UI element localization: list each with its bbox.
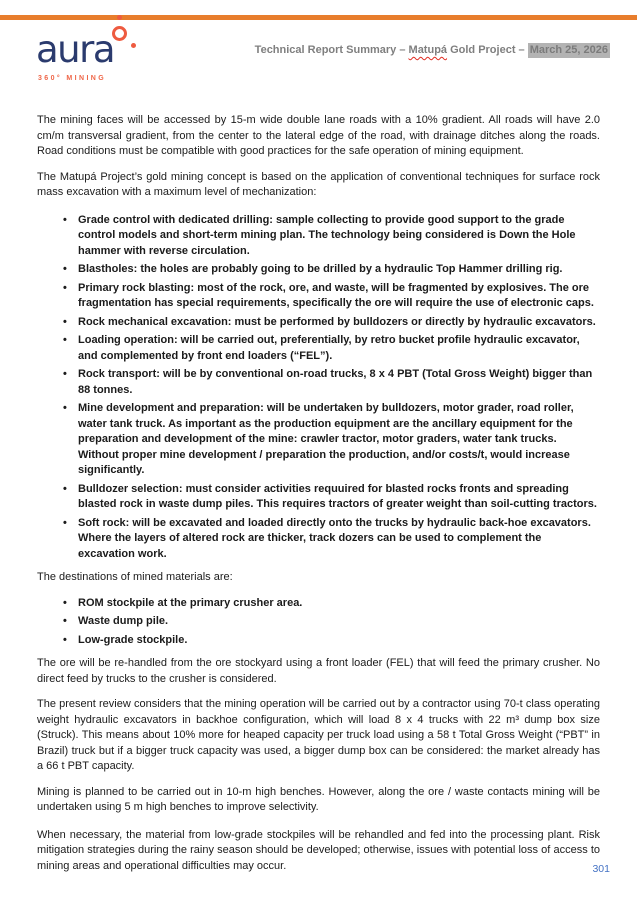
list-item-text: Loading operation: will be carried out, preferentially, by retro bucket profile hydraulic excavator, and complemented by front end loaders (“FEL”). [78, 334, 580, 362]
list-item [37, 633, 600, 649]
list-item-text: Blastholes: the holes are probably going to be drilled by a hydraulic Top Hammer drilling rig. [78, 263, 563, 275]
list-item [37, 482, 600, 513]
title-part-2: Gold Project – [447, 44, 528, 56]
header-document-title [255, 44, 610, 56]
logo-dot-right-icon [131, 43, 136, 48]
list-item-text: Low-grade stockpile. [78, 633, 188, 646]
list-item-text: Waste dump pile. [78, 615, 169, 627]
bullet-marker: • [63, 315, 67, 328]
paragraph-lowgrade-rehandle: When necessary, the material from low-grade stockpiles will be rehandled and fed into the processing plant. Risk mitigation strategies during the rainy season should be developed; otherwise, issues with potential loss of access to mining areas and operational difficulties may occur. [37, 828, 600, 872]
paragraph-ore-rehandle: The ore will be re-handled from the ore stockyard using a front loader (FEL) that will feed the primary crusher. No direct feed by trucks to the crusher is considered. [37, 657, 600, 685]
list-item-text: Grade control with dedicated drilling: sample collecting to provide good support to the grade control models and short-term mining plan. The technology being considered is Down the Hole hammer with reverse circulation. [78, 213, 576, 257]
logo-ring-icon [112, 26, 127, 41]
list-item [37, 596, 600, 612]
bullet-marker: • [63, 334, 67, 346]
list-item-text: Rock transport: will be by conventional on-road trucks, 8 x 4 PBT (Total Gross Weight) bigger than 88 tonnes. [78, 368, 593, 396]
bullet-marker: • [63, 263, 67, 275]
paragraph-destinations-intro: The destinations of mined materials are: [37, 571, 233, 583]
list-item-text: Primary rock blasting: most of the rock, ore, and waste, will be fragmented by explosives. The ore fragmentation has special requirements, specifically the ore will require the use of electronic caps. [78, 281, 594, 309]
list-item-text: Bulldozer selection: must consider activities requuired for blasted rocks fronts and spreading blasted rock in waste dump piles. This requires tractors of greater weight than soil-cutting tractors. [78, 482, 597, 510]
title-project-name: Matupá [408, 44, 448, 56]
paragraph-mining-concept: The Matupá Project’s gold mining concept is based on the application of conventional techniques for surface rock mass excavation with a maximum level of mechanization: [37, 170, 600, 198]
brand-wordmark: aura [36, 28, 115, 71]
list-item-text: ROM stockpile at the primary crusher area. [78, 596, 303, 609]
list-item [37, 333, 600, 364]
paragraph-bench-height: Mining is planned to be carried out in 10-m high benches. However, along the ore / waste contacts mining will be undertaken using 5 m high benches to improve selectivity. [37, 785, 600, 813]
bullet-marker: • [63, 633, 67, 646]
bullet-marker: • [63, 402, 67, 414]
list-item-text: Mine development and preparation: will be undertaken by bulldozers, motor grader, road roller, water tank truck. As important as the production equipment are the ancillary equipment for the preparation and development of the mine: crawler tractor, motor graders, water tank trucks. Without proper mine development / preparation the production, and/or costs/t, would increase significantly. [78, 402, 574, 476]
list-item [37, 281, 600, 312]
list-item [37, 401, 600, 479]
brand-tagline: 360° MINING [38, 75, 107, 82]
page-number: 301 [592, 863, 610, 875]
top-accent-bar [0, 15, 637, 20]
title-date-highlighted: March 25, 2026 [529, 44, 608, 56]
title-part-1: Technical Report Summary – [254, 44, 409, 56]
list-item [37, 367, 600, 398]
list-item [37, 614, 600, 630]
paragraph-present-review: The present review considers that the mining operation will be carried out by a contractor using 70-t class operating weight hydraulic excavators in backhoe configuration, which will load 8 x 4 trucks with 22 m³ dump box size (Struck). This means about 10% more for heaped capacity per truck load using a 58 t Total Gross Weight (“PBT” in Brazil) truck but if a bigger truck capacity was used, a bigger dump box can be considered: the market already has a 66 t PBT capacity. [37, 698, 600, 772]
bullet-marker: • [63, 482, 67, 495]
bullet-marker: • [63, 281, 67, 294]
mechanization-bullet-list [37, 213, 600, 563]
logo-dot-top-icon [117, 15, 122, 20]
bullet-marker: • [63, 368, 67, 380]
bullet-marker: • [63, 516, 67, 529]
destinations-bullet-list [37, 596, 600, 649]
bullet-marker: • [63, 213, 67, 226]
bullet-marker: • [63, 596, 67, 609]
list-item-text: Soft rock: will be excavated and loaded directly onto the trucks by hydraulic back-hoe excavators. Where the layers of altered rock are thicker, track dozers can be used to complement the excavation work. [78, 516, 591, 560]
list-item [37, 262, 600, 278]
document-body [37, 113, 600, 874]
list-item-text: Rock mechanical excavation: must be performed by bulldozers or directly by hydraulic excavators. [78, 315, 596, 328]
paragraph-roads: The mining faces will be accessed by 15-m wide double lane roads with a 10% gradient. All roads will have 2.0 cm/m transversal gradient, from the center to the lateral edge of the road, with drainage ditches along the roads. Road conditions must be compatible with good practices for the safe operation of mining equipment. [37, 114, 600, 157]
list-item [37, 516, 600, 563]
list-item [37, 213, 600, 260]
list-item [37, 315, 600, 331]
bullet-marker: • [63, 615, 67, 627]
